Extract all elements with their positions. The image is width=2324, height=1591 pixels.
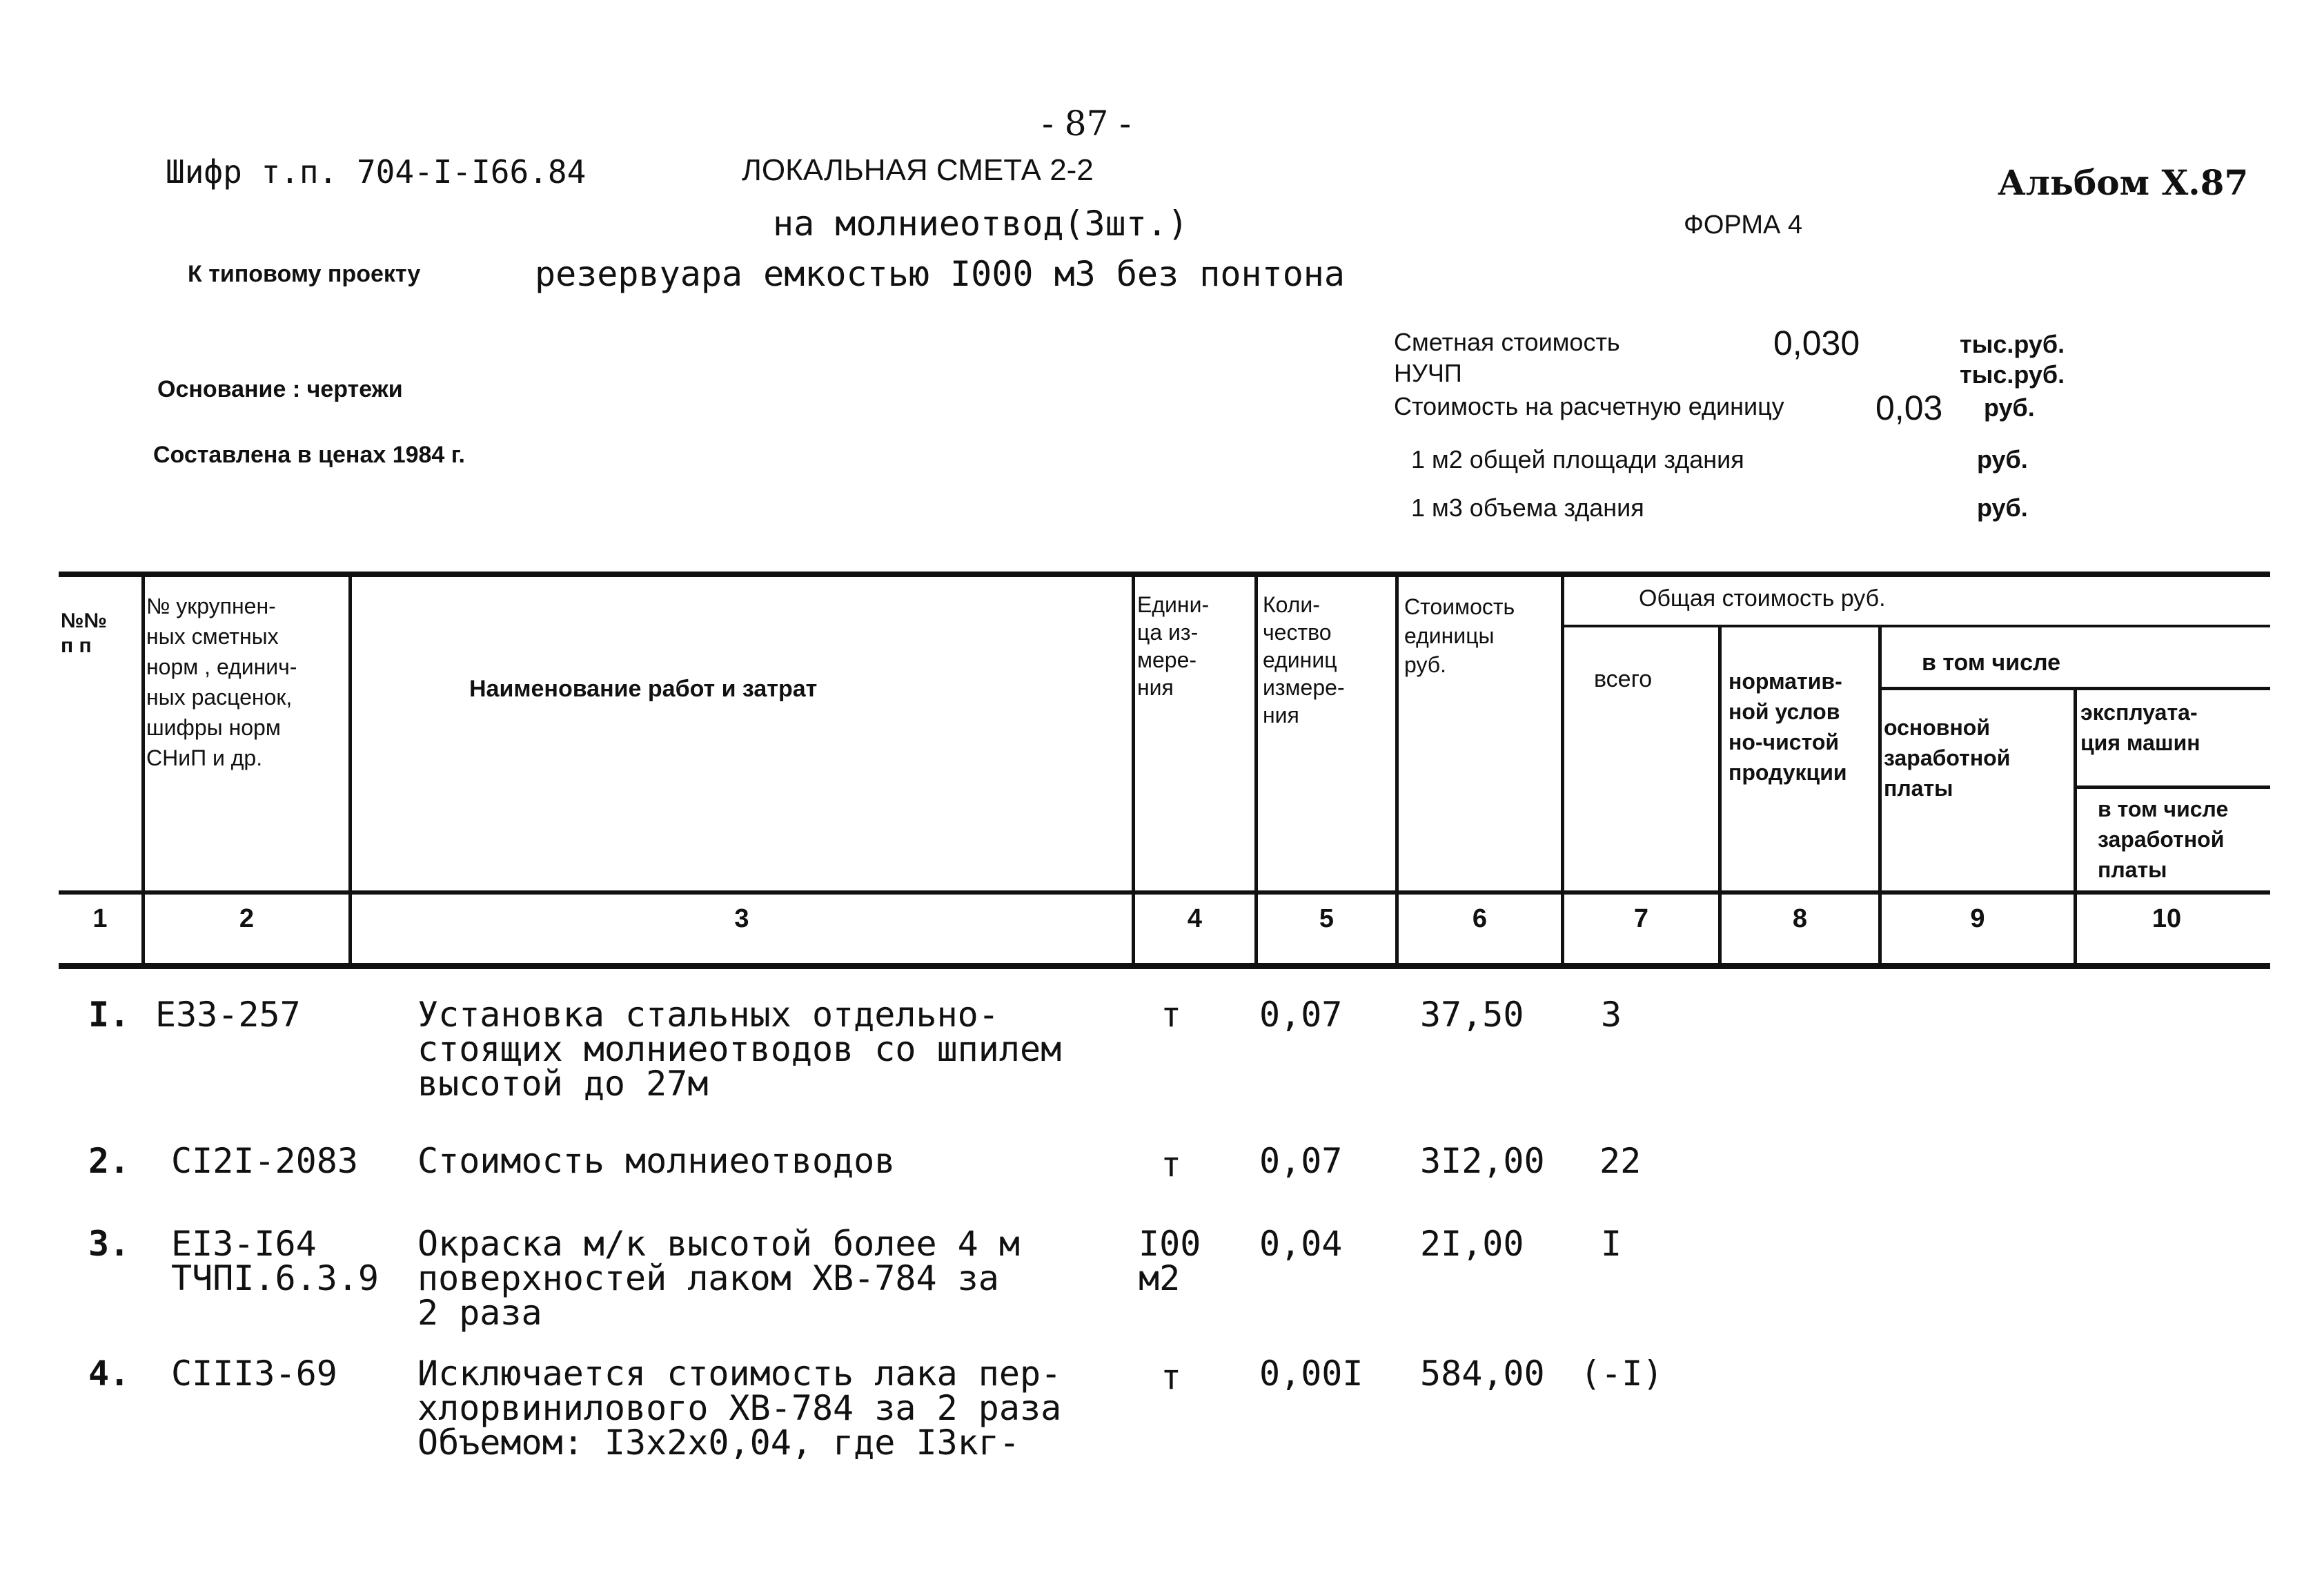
header-total-group: Общая стоимость руб. (1639, 585, 1886, 612)
row-name: Исключается стоимость лака пер- хлорвинилового ХВ-784 за 2 раза Объемом: I3х2х0,04, где I3кг- (417, 1354, 1062, 1463)
colnum-9: 9 (1970, 904, 1985, 933)
title-line2: на молниеотвод(3шт.) (773, 204, 1189, 244)
row-qty: 0,07 (1259, 995, 1343, 1035)
row-qty: 0,07 (1259, 1141, 1343, 1181)
row-unit: т (1161, 1144, 1182, 1184)
nuchp-label: НУЧП (1394, 359, 1462, 387)
header-col2: № укрупнен- ных сметных норм , единич- ных расценок, шифры норм СНиП и др. (146, 594, 297, 770)
unit-cost-label: Стоимость на расчетную единицу (1394, 392, 1784, 420)
to-project-label: К типовому проекту (188, 261, 421, 287)
album-label: Альбом X.87 (1998, 162, 2249, 203)
row-code: СIII3-69 (171, 1354, 337, 1394)
colnum-5: 5 (1319, 904, 1335, 933)
row-total: 22 (1599, 1141, 1642, 1181)
row-price: 2I,00 (1420, 1224, 1524, 1264)
row-code: Е33-257 (155, 995, 301, 1035)
row-number: 2. (88, 1141, 130, 1181)
form-label: ФОРМА 4 (1684, 211, 1803, 240)
colnum-3: 3 (734, 904, 749, 933)
colnum-bottom-line (59, 963, 2270, 969)
nuchp-unit: тыс.руб. (1960, 360, 2065, 389)
estimated-cost-value: 0,030 (1773, 324, 1860, 362)
estimated-cost-label: Сметная стоимость (1394, 328, 1620, 356)
colnum-10: 10 (2151, 904, 2182, 933)
row-qty: 0,00I (1259, 1354, 1363, 1394)
row-total: 3 (1601, 995, 1622, 1035)
area-unit: руб. (1977, 445, 2028, 474)
to-project-value: резервуара емкостью I000 м3 без понтона (535, 254, 1345, 294)
prices-text: Составлена в ценах 1984 г. (153, 442, 465, 468)
group-line-machine (2074, 785, 2270, 789)
colnum-6: 6 (1472, 904, 1488, 933)
header-col1: №№ п п (61, 609, 107, 657)
header-col10: эксплуата- ция машин (2080, 700, 2200, 755)
row-number: 3. (88, 1224, 130, 1264)
row-qty: 0,04 (1259, 1224, 1343, 1264)
colnum-2: 2 (239, 904, 255, 933)
unit-cost-value: 0,03 (1875, 389, 1943, 427)
row-number: I. (88, 995, 130, 1035)
table-top-line (59, 572, 2270, 577)
colnum-8: 8 (1792, 904, 1808, 933)
row-unit: т (1161, 1357, 1182, 1397)
volume-unit: руб. (1977, 494, 2028, 522)
colnum-7: 7 (1633, 904, 1649, 933)
unit-cost-unit: руб. (1984, 393, 2035, 422)
colnum-1: 1 (92, 904, 108, 933)
row-unit: т (1161, 995, 1182, 1035)
header-col8: норматив- ной услов но-чистой продукции (1729, 669, 1847, 785)
row-total: (-I) (1580, 1354, 1664, 1394)
row-unit: I00 м2 (1139, 1224, 1201, 1298)
header-col5: Коли- чество единиц измере- ния (1263, 592, 1345, 728)
header-col9: основной заработной платы (1884, 715, 2011, 801)
group-line-total (1563, 625, 2270, 627)
colnum-4: 4 (1187, 904, 1203, 933)
row-name: Стоимость молниеотводов (417, 1141, 896, 1181)
row-total: I (1601, 1224, 1622, 1264)
title-line1: ЛОКАЛЬНАЯ СМЕТА 2-2 (742, 153, 1094, 187)
basis-text: Основание : чертежи (157, 376, 403, 402)
row-number: 4. (88, 1354, 130, 1394)
header-col3: Наименование работ и затрат (469, 676, 818, 702)
row-code: СI2I-2083 (171, 1141, 358, 1181)
row-price: 37,50 (1420, 995, 1524, 1035)
header-incl-group: в том числе (1922, 650, 2061, 676)
row-price: 3I2,00 (1420, 1141, 1545, 1181)
area-label: 1 м2 общей площади здания (1411, 445, 1744, 474)
header-col7: всего (1594, 666, 1653, 692)
header-col10-sub: в том числе заработной платы (2098, 797, 2229, 882)
volume-label: 1 м3 объема здания (1411, 494, 1644, 522)
cipher: Шифр т.п. 704-I-I66.84 (166, 153, 587, 191)
row-price: 584,00 (1420, 1354, 1545, 1394)
row-name: Окраска м/к высотой более 4 м поверхностей лаком ХВ-784 за 2 раза (417, 1224, 1020, 1333)
estimated-cost-unit: тыс.руб. (1960, 330, 2065, 358)
header-col4: Едини- ца из- мере- ния (1137, 592, 1210, 700)
row-name: Установка стальных отдельно- стоящих молниеотводов со шпилем высотой до 27м (417, 995, 1062, 1104)
header-col6: Стоимость единицы руб. (1404, 594, 1515, 677)
header-bottom-line (59, 890, 2270, 895)
row-code: ЕI3-I64 ТЧПI.6.3.9 (171, 1224, 380, 1298)
page-number: - 87 - (1042, 104, 1132, 144)
